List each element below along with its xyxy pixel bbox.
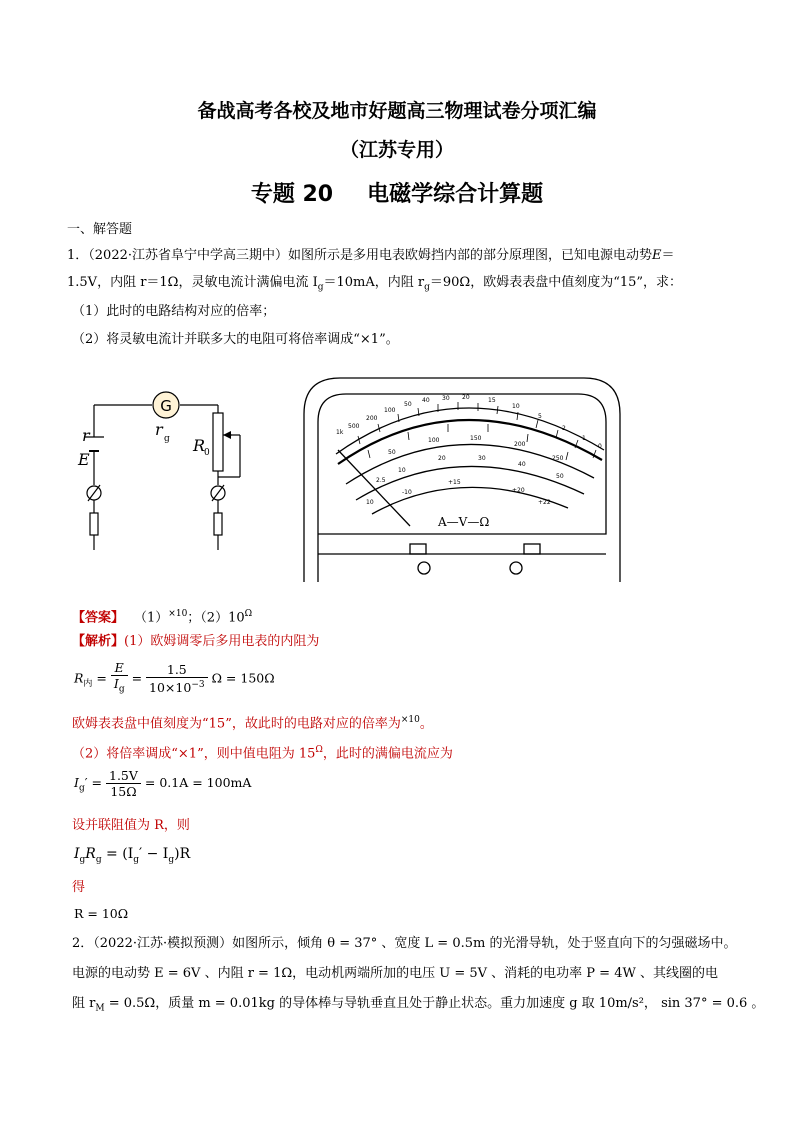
svg-text:1: 1 [582, 435, 586, 442]
svg-text:250: 250 [552, 455, 564, 462]
svg-text:20: 20 [438, 455, 446, 462]
svg-text:+20: +20 [512, 487, 525, 494]
meter-label: A—V—Ω [438, 515, 490, 529]
title-line2: （江苏专用） [339, 139, 454, 161]
title-line1: 备战高考各校及地市好题高三物理试卷分项汇编 [197, 100, 597, 122]
svg-text:30: 30 [442, 395, 450, 402]
q2-line1: 2．（2022·江苏·模拟预测）如图所示，倾角 θ = 37° 、宽度 L = 0.5m 的光滑导轨，处于竖直向下的匀强磁场中。 [72, 936, 737, 951]
analysis-line2: 欧姆表表盘中值刻度为“15”，故此时的电路对应的倍率为$^{\times 10}$。 [72, 715, 433, 732]
answer-tag: 【答案】 [72, 610, 125, 626]
svg-text:50: 50 [404, 401, 412, 408]
q1-part2: （2）将灵敏电流计并联多大的电阻可将倍率调成“×1”。 [72, 332, 399, 347]
svg-text:50: 50 [388, 449, 396, 456]
analysis-line3: （2）将倍率调成“×1”，则中值电阻为 $15^\Omega$，此时的满偏电流应为 [72, 745, 453, 762]
analysis-line4: 设并联阻值为 R，则 [72, 818, 190, 833]
svg-text:20: 20 [462, 394, 470, 401]
svg-text:200: 200 [366, 415, 378, 422]
svg-text:-10: -10 [402, 489, 412, 496]
svg-text:500: 500 [348, 423, 360, 430]
q1-line1: 1．（2022·江苏省阜宁中学高三期中）如图所示是多用电表欧姆挡内部的部分原理图，已知电源电动势E＝ [67, 248, 675, 263]
svg-text:1k: 1k [336, 429, 344, 436]
svg-text:0: 0 [598, 443, 602, 450]
galvanometer-label: G [160, 397, 172, 415]
q2-line3: 阻 $r_M = 0.5\Omega$，质量 m = 0.01kg 的导体棒与导轨垂直且处于静止状态。重力加速度 g 取 10m/s²， sin 37° = 0.6 。 [72, 996, 765, 1014]
svg-text:+22: +22 [538, 499, 551, 506]
multimeter-image [298, 374, 628, 584]
svg-text:15: 15 [488, 397, 496, 404]
topic-number: 专题 20 [250, 182, 334, 207]
rg-label: r [155, 420, 163, 439]
svg-text:2.5: 2.5 [376, 477, 386, 484]
svg-text:200: 200 [514, 441, 526, 448]
svg-text:+15: +15 [448, 479, 461, 486]
circuit-diagram [60, 385, 260, 555]
q2-line2: 电源的电动势 E = 6V 、内阻 r = 1Ω，电动机两端所加的电压 U = 5V 、消耗的电功率 P = 4W 、其线圈的电 [72, 966, 718, 981]
emf-label: E [78, 450, 90, 469]
svg-text:5: 5 [538, 413, 542, 420]
rg-sub: g [164, 434, 170, 444]
svg-text:10: 10 [366, 499, 374, 506]
formula-1: $R_内$ = $\frac{E}{I_g}$ = $\frac{1.5}{10\times 10^{-3}}$ Ω = 150Ω [74, 660, 275, 696]
svg-text:50: 50 [556, 473, 564, 480]
r0-label: R [193, 436, 206, 455]
r0-sub: 0 [204, 448, 210, 458]
svg-text:40: 40 [518, 461, 526, 468]
r-label: r [82, 426, 90, 445]
svg-text:100: 100 [384, 407, 396, 414]
svg-text:2: 2 [562, 425, 566, 432]
svg-text:150: 150 [470, 435, 482, 442]
svg-text:40: 40 [422, 397, 430, 404]
section-heading: 一、解答题 [67, 222, 133, 237]
de-label: 得 [72, 880, 86, 895]
topic-title [0, 177, 794, 208]
q1-line2: 1.5V，内阻 r＝1Ω，灵敏电流计满偏电流 $I_g=10mA$，内阻 $r_g=90\Omega$，欧姆表表盘中值刻度为“15”，求： [67, 275, 683, 293]
formula-4: R = 10Ω [74, 906, 129, 921]
answer-line: 【答案】 $(1)^{\times 10}$；$(2)10^\Omega$ [72, 609, 253, 626]
formula-3: $I_gR_g = (I_g' - I_g)R$ [74, 846, 191, 865]
topic-name: 电磁学综合计算题 [367, 182, 544, 207]
svg-text:10: 10 [512, 403, 520, 410]
analysis-line1: 【解析】(1）欧姆调零后多用电表的内阻为 [72, 634, 320, 649]
svg-text:10: 10 [398, 467, 406, 474]
q1-part1: （1）此时的电路结构对应的倍率； [72, 304, 276, 319]
svg-text:100: 100 [428, 437, 440, 444]
svg-text:30: 30 [478, 455, 486, 462]
formula-2: $I_g'$ = $\frac{1.5V}{15\Omega}$ = 0.1A = 100mA [74, 768, 252, 799]
